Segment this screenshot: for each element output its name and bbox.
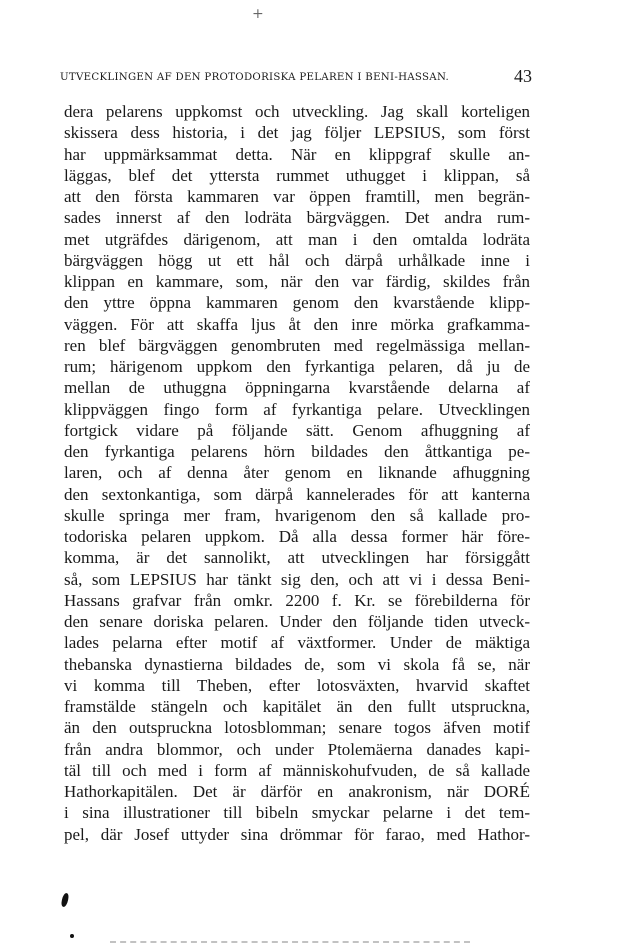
scan-edge-mark xyxy=(110,941,470,943)
text-line: thebanska dynastierna bildades de, som vi skola få se, när xyxy=(64,654,530,674)
text-line: met utgräfdes därigenom, att man i den omtalda lodräta xyxy=(64,229,530,249)
text-line: den senare doriska pelaren. Under den följande tiden utveck- xyxy=(64,612,530,631)
text-line: den yttre öppna kammaren genom den kvarstående klipp- xyxy=(64,293,530,313)
text-line: den sextonkantiga, som därpå kannelerades för att kanterna xyxy=(64,484,530,504)
text-line: Hathorkapitälen. Det är därför en anakronism, när DORÉ xyxy=(64,782,530,801)
ink-dot xyxy=(70,934,74,938)
text-line: sades innerst af den lodräta bärgväggen. Det andra rum- xyxy=(64,208,530,228)
text-line: har uppmärksammat detta. När en klippgraf skulle an- xyxy=(64,144,530,164)
text-line: laren, och af denna åter genom en liknande afhuggning xyxy=(64,463,530,483)
text-line: den fyrkantiga pelarens hörn bildades den åttkantiga pe- xyxy=(64,442,530,461)
text-line: än den outspruckna lotosblomman; senare togos äfven motif xyxy=(64,718,530,738)
text-line: lades pelarna efter motif af växtformer. Under de mäktiga xyxy=(64,633,530,653)
text-line: fortgick vidare på följande sätt. Genom afhuggning af xyxy=(64,420,530,440)
text-line: vi komma till Theben, efter lotosväxten, hvarvid skaftet xyxy=(64,675,530,695)
text-line: rum; härigenom uppkom den fyrkantiga pelaren, då ju de xyxy=(64,357,530,376)
text-line: att den första kammaren var öppen framtill, men begrän- xyxy=(64,187,530,206)
body-text xyxy=(64,101,530,845)
text-line: täl till och med i form af människohufvuden, de så kallade xyxy=(64,760,530,780)
text-line: skissera dess historia, i det jag följer LEPSIUS, som först xyxy=(64,123,530,143)
text-line: dera pelarens uppkomst och utveckling. Jag skall korteligen xyxy=(64,102,530,121)
text-line: skulle springa mer fram, hvarigenom den så kallade pro- xyxy=(64,505,530,525)
text-line: läggas, blef det yttersta rummet uthugget i klippan, så xyxy=(64,165,530,185)
text-line: väggen. För att skaffa ljus åt den inre mörka grafkamma- xyxy=(64,314,530,334)
registration-mark: + xyxy=(252,6,266,22)
text-line: framstälde stängeln och kapitälet än den fullt utspruckna, xyxy=(64,697,530,716)
text-line: pel, där Josef uttyder sina drömmar för farao, med Hathor- xyxy=(64,824,530,844)
text-line: todoriska pelaren uppkom. Då alla dessa former här före- xyxy=(64,527,530,546)
text-line: i sina illustrationer till bibeln smyckar pelarne i det tem- xyxy=(64,803,530,823)
text-line: från andra blommor, och under Ptolemäerna danades kapi- xyxy=(64,739,530,759)
text-line: bärgväggen högg ut ett hål och därpå urhålkade inne i xyxy=(64,250,530,270)
text-line: Hassans grafvar från omkr. 2200 f. Kr. se förebilderna för xyxy=(64,590,530,610)
page-header xyxy=(60,66,532,90)
ink-blot xyxy=(61,893,70,908)
text-line: klippan en kammare, som, när den var färdig, skildes från xyxy=(64,272,530,291)
text-line: ren blef bärgväggen genombruten med regelmässiga mellan- xyxy=(64,335,530,355)
running-head: UTVECKLINGEN AF DEN PROTODORISKA PELAREN I BENI-HASSAN. xyxy=(60,72,450,83)
page-number: 43 xyxy=(514,66,532,86)
text-line: klippväggen fingo form af fyrkantiga pelare. Utvecklingen xyxy=(64,399,530,419)
text-line: så, som LEPSIUS har tänkt sig den, och att vi i dessa Beni- xyxy=(64,569,530,589)
text-line: komma, är det sannolikt, att utvecklingen har försiggått xyxy=(64,548,530,568)
text-line: mellan de uthuggna öppningarna kvarstående delarna af xyxy=(64,378,530,398)
